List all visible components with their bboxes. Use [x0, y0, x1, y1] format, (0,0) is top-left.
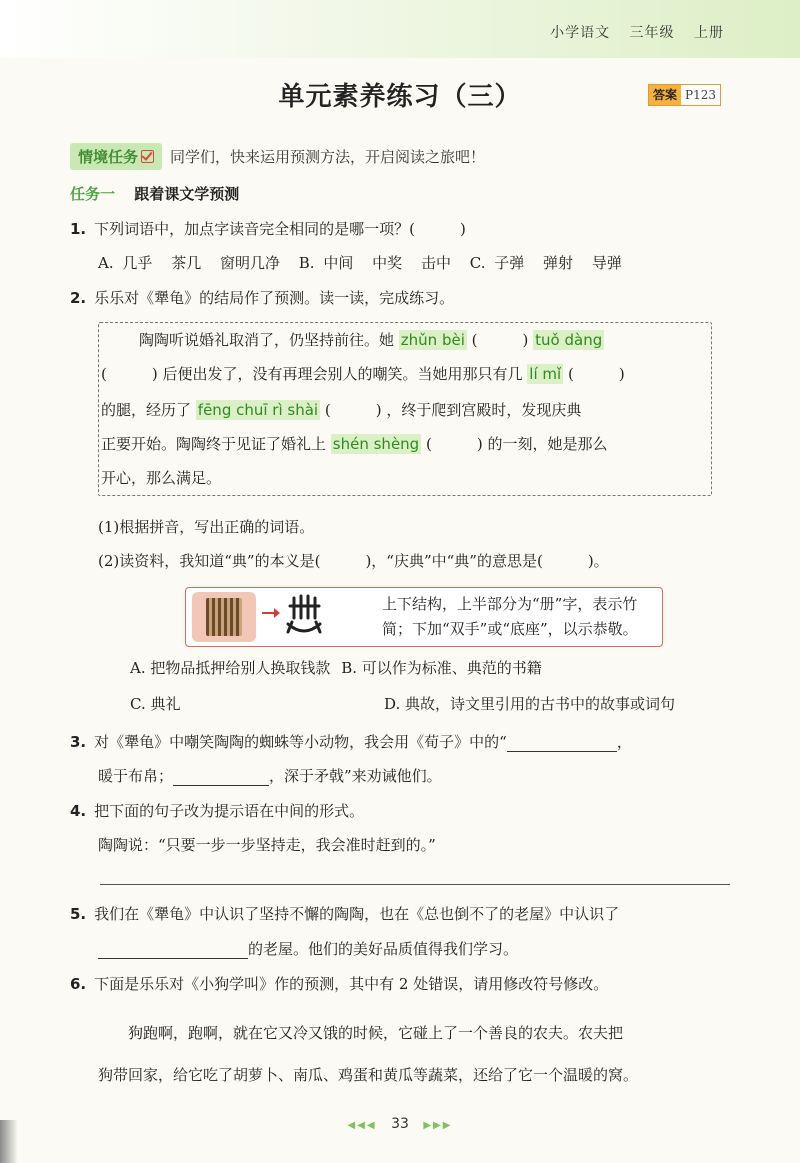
fill-blank[interactable]: [173, 769, 269, 786]
task-label: 任务一: [70, 185, 116, 203]
question-3: [70, 731, 632, 752]
question-number: 1.: [70, 220, 87, 238]
question-text: 乐乐对《犟龟》的结局作了预测。读一读，完成练习。: [94, 289, 455, 307]
q2-sub-2: (2)读资料，我知道“典”的本义是( )，“庆典”中“典”的意思是( )。: [98, 552, 609, 570]
question-text: 暖于布帛；: [98, 767, 174, 785]
q1-options: [98, 252, 622, 273]
option-letter: C.: [469, 254, 486, 272]
option-word: 弹射: [543, 254, 574, 272]
passage-line-4: [101, 433, 608, 454]
passage-text: 的腿，经历了: [101, 401, 192, 419]
page-edge-shadow: [0, 1120, 18, 1163]
q2-option-b[interactable]: [341, 659, 542, 677]
answer-blank[interactable]: ( ): [324, 401, 382, 419]
option-word: 中奖: [372, 254, 403, 272]
answer-blank[interactable]: ( ): [567, 365, 625, 383]
answer-blank[interactable]: ( ): [101, 365, 158, 383]
q4-sentence: 陶陶说：“只要一步一步坚持走，我会准时赶到的。”: [98, 836, 436, 854]
answer-label: 答案: [649, 85, 681, 105]
scenario-banner: [70, 143, 485, 170]
scenario-text: 同学们，快来运用预测方法，开启阅读之旅吧！: [170, 148, 486, 166]
passage-box: [98, 322, 712, 496]
passage-text: 后便出发了，没有再理会别人的嘲笑。当她用那只有几: [162, 365, 523, 383]
info-box: [185, 587, 663, 647]
q1-option-a[interactable]: [98, 254, 285, 272]
info-text: 上下结构，上半部分为“册”字，表示竹简；下加“双手”或“底座”，以示恭敬。: [382, 595, 638, 638]
bamboo-slips-image: [192, 592, 256, 642]
pinyin: lí mǐ: [529, 365, 562, 383]
option-letter: A.: [98, 254, 114, 272]
q2-option-a[interactable]: [130, 659, 330, 677]
passage-text: 正要开始。陶陶终于见证了婚礼上: [101, 435, 327, 453]
option-text: 把物品抵押给别人换取钱款: [150, 659, 331, 677]
q6-paragraph-1: 狗跑啊，跑啊，就在它又冷又饿的时候，它碰上了一个善良的农夫。农夫把: [128, 1024, 624, 1042]
question-5-line-2: [98, 938, 518, 959]
check-icon: [141, 150, 154, 163]
option-text: 典故，诗文里引用的古书中的故事或词句: [405, 695, 676, 713]
passage-text: ，终于爬到宫殿时，发现庆典: [386, 401, 582, 419]
passage-text: 的一刻，她是那么: [487, 435, 608, 453]
option-text: 可以作为标准、典范的书籍: [361, 659, 542, 677]
q2-options-row-1: [130, 657, 542, 678]
option-text: 典礼: [150, 695, 181, 713]
option-word: 子弹: [494, 254, 525, 272]
q1-option-b[interactable]: [299, 254, 456, 272]
arrow-right-icon: [262, 612, 276, 614]
question-text: 把下面的句子改为提示语在中间的形式。: [94, 802, 365, 820]
answer-blank[interactable]: ( ): [471, 331, 529, 349]
q2-option-c[interactable]: [130, 693, 181, 714]
dian-ancient-glyph-icon: [284, 592, 324, 640]
pinyin: tuǒ dàng: [535, 331, 603, 349]
scenario-tag-label: 情境任务: [78, 148, 139, 166]
page-title: 单元素养练习（三）: [278, 82, 522, 112]
fill-blank[interactable]: [507, 735, 617, 752]
passage-line-2: [101, 363, 625, 384]
question-text: 的老屋。他们的美好品质值得我们学习。: [248, 940, 519, 958]
passage-line-1: [139, 329, 604, 350]
option-word: 几乎: [122, 254, 153, 272]
answer-page: P123: [681, 85, 720, 105]
question-number: 5.: [70, 905, 87, 923]
question-number: 2.: [70, 289, 87, 307]
question-4: [70, 800, 364, 821]
option-letter: B.: [298, 254, 315, 272]
header-grade: 三年级: [629, 25, 675, 41]
question-3-line-2: [98, 765, 442, 786]
header-subject: 小学语文: [550, 25, 611, 41]
pinyin: zhǔn bèi: [400, 331, 465, 349]
question-number: 4.: [70, 802, 87, 820]
task-heading: [70, 183, 239, 204]
question-text: 下面是乐乐对《小狗学叫》作的预测，其中有 2 处错误，请用修改符号修改。: [94, 975, 609, 993]
question-text: 对《犟龟》中嘲笑陶陶的蜘蛛等小动物，我会用《荀子》中的“: [94, 733, 507, 751]
q2-sub-1: (1)根据拼音，写出正确的词语。: [98, 518, 315, 536]
option-word: 中间: [323, 254, 354, 272]
passage-text: 开心，那么满足。: [101, 469, 222, 487]
triangles-left-icon: ◀◀◀: [347, 1120, 377, 1131]
passage-line-3: [101, 399, 581, 420]
question-text: ，深于矛戟”来劝诫他们。: [269, 767, 442, 785]
passage-text: 陶陶听说婚礼取消了，仍坚持前往。她: [139, 331, 395, 349]
option-word: 击中: [420, 254, 451, 272]
option-letter: C.: [130, 695, 146, 713]
question-6: [70, 973, 608, 994]
q6-paragraph-2: 狗带回家，给它吃了胡萝卜、南瓜、鸡蛋和黄瓜等蔬菜，还给了它一个温暖的窝。: [98, 1066, 639, 1084]
header-volume: 上册: [694, 25, 724, 41]
question-text: 我们在《犟龟》中认识了坚持不懈的陶陶，也在《总也倒不了的老屋》中认识了: [94, 905, 620, 923]
question-text: 下列词语中，加点字读音完全相同的是哪一项？( ): [94, 220, 466, 238]
question-2: [70, 287, 454, 308]
question-number: 6.: [70, 975, 87, 993]
page-footer: [0, 1116, 800, 1132]
option-word: 茶几: [171, 254, 202, 272]
task-title: 跟着课文学预测: [134, 185, 240, 203]
question-number: 3.: [70, 733, 87, 751]
answer-badge[interactable]: [648, 84, 721, 106]
pinyin: fēng chuī rì shài: [197, 401, 319, 419]
answer-blank[interactable]: ( ): [425, 435, 483, 453]
question-5: [70, 903, 619, 924]
option-word: 导弹: [591, 254, 622, 272]
page-number: 33: [391, 1116, 409, 1132]
q1-option-c[interactable]: [470, 254, 622, 272]
option-word: 窗明几净: [219, 254, 280, 272]
passage-line-5: [101, 467, 221, 488]
option-letter: B.: [341, 659, 357, 677]
question-text: ，: [616, 733, 632, 751]
q2-option-d[interactable]: [384, 693, 675, 714]
triangles-right-icon: ▶▶▶: [423, 1120, 453, 1131]
option-letter: D.: [384, 695, 401, 713]
question-1: [70, 218, 466, 239]
answer-line[interactable]: [100, 884, 730, 885]
option-letter: A.: [130, 659, 146, 677]
scenario-tag: [70, 143, 162, 170]
pinyin: shén shèng: [332, 435, 420, 453]
fill-blank[interactable]: [98, 942, 248, 959]
header-info: [536, 22, 724, 42]
